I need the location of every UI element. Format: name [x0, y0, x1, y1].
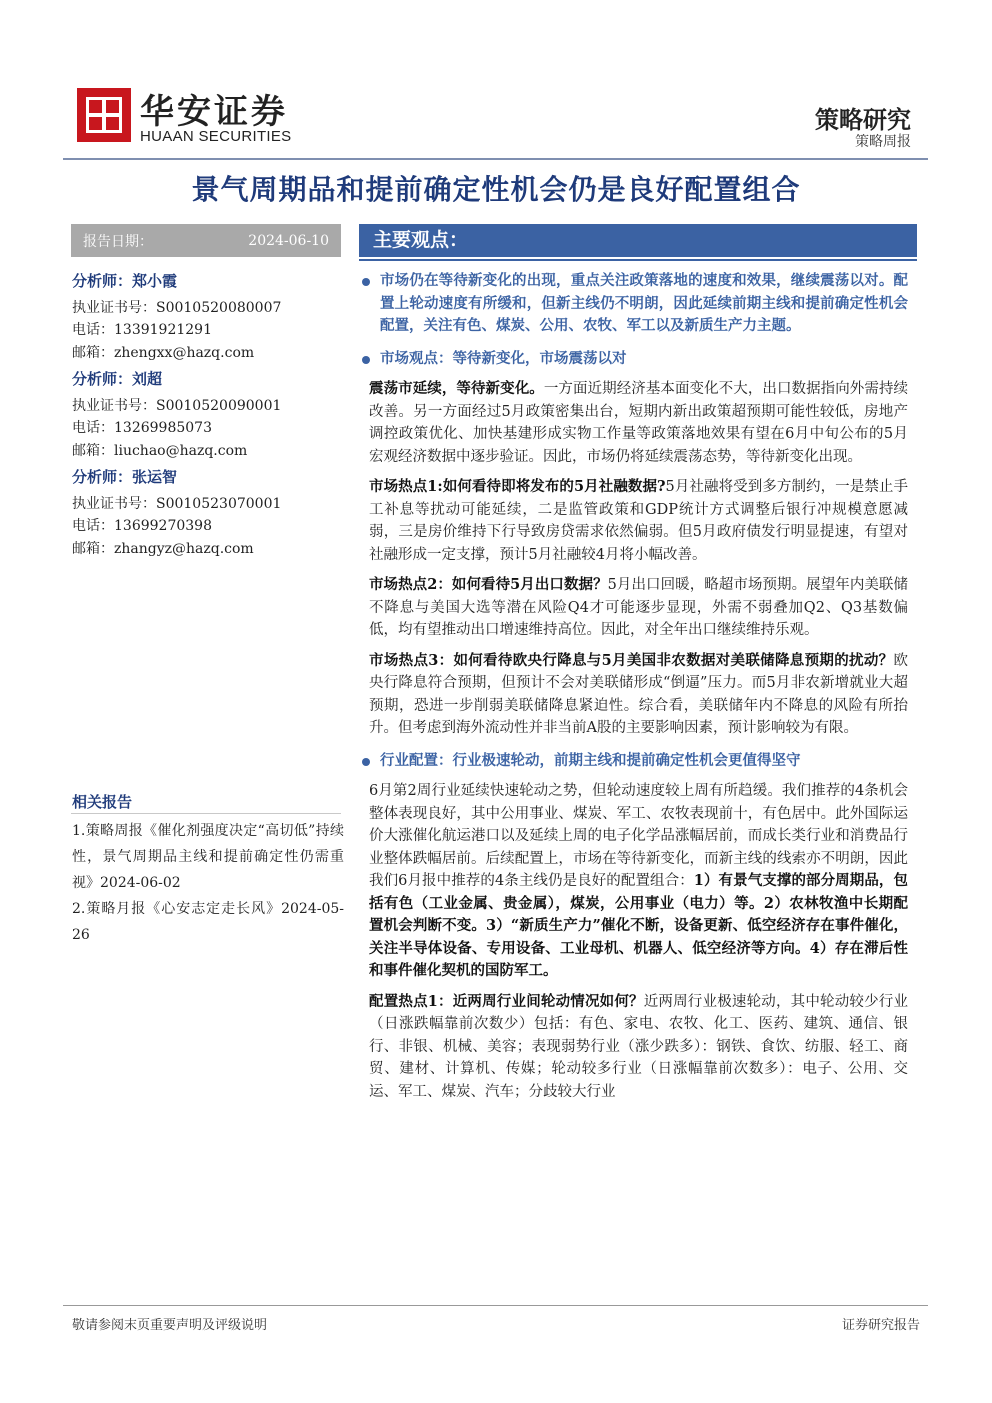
bullet-dot-icon — [362, 356, 370, 364]
analyst-phone: 电话：13699270398 — [72, 518, 212, 534]
analyst-email[interactable]: 邮箱：zhangyz@hazq.com — [72, 541, 254, 557]
section-heading-text: 市场观点：等待新变化，市场震荡以对 — [380, 349, 627, 367]
bullet-dot-icon — [362, 758, 370, 766]
analyst-email[interactable]: 邮箱：zhengxx@hazq.com — [72, 345, 255, 361]
report-date-label: 报告日期： — [83, 233, 153, 250]
paragraph-text: 5月出口回暖，略超市场预期。展望年内美联储不降息与美国大选等潜在风险Q4才可能逐步显现，外需不弱叠加Q2、Q3基数偏低，均有望推动出口增速维持高位。因此，对全年出口继续维持乐观。 — [369, 577, 908, 638]
analyst-phone: 电话：13391921291 — [72, 322, 212, 338]
footer-disclaimer: 敬请参阅末页重要声明及评级说明 — [72, 1318, 268, 1333]
paragraph-text: 一方面近期经济基本面变化不大，出口数据指向外需持续改善。另一方面经过5月政策密集出台，短期内新出政策超预期可能性较低，房地产调控政策优化、加快基建形成实物工作量等政策落地效果有望在6月中旬公布的5月宏观经济数据中逐步验证。因此，市场仍将延续震荡态势，等待新变化出现。 — [369, 381, 909, 465]
key-points-underline — [359, 259, 917, 261]
paragraph-lead: 市场热点1:如何看待即将发布的5月社融数据? — [369, 478, 666, 495]
summary-text: 市场仍在等待新变化的出现，重点关注政策落地的速度和效果，继续震荡以对。配置上轮动速度有所缓和，但新主线仍不明朗，因此延续前期主线和提前确定性机会配置，关注有色、煤炭、公用、农牧、军工以及新质生产力主题。 — [380, 272, 908, 334]
bullet-dot-icon — [362, 278, 370, 286]
paragraph — [360, 780, 908, 983]
logo-text-cn: 华安证券 — [140, 92, 288, 132]
logo-mark — [77, 88, 131, 142]
header-title: 策略研究 — [815, 105, 911, 134]
key-points-header: 主要观点： — [359, 224, 917, 257]
analyst-name: 分析师：张运智 — [72, 468, 178, 486]
paragraph — [360, 991, 908, 1104]
analyst-cert: 执业证书号：S0010523070001 — [72, 496, 282, 512]
logo-text-en: HUAAN SECURITIES — [140, 128, 292, 145]
footer-divider — [63, 1305, 928, 1306]
paragraph-text: 近两周行业极速轮动，其中轮动较少行业（日涨跌幅靠前次数少）包括：有色、家电、农牧、化工、医药、建筑、通信、银行、非银、机械、美容；表现弱势行业（涨少跌多）：钢铁、食饮、纺服、轻工、商贸、建材、计算机、传媒；轮动较多行业（日涨幅靠前次数多）：电子、公用、交运、军工、煤炭、汽车；分歧较大行业 — [369, 993, 908, 1100]
analyst-name: 分析师：郑小霞 — [72, 272, 178, 290]
paragraph-emphasis: 1）有景气支撑的部分周期品，包括有色（工业金属、贵金属），煤炭，公用事业（电力）等。2）农林牧渔中长期配置机会判断不变。3）“新质生产力”催化不断，设备更新、低空经济存在事件催化，关注半导体设备、专用设备、工业母机、机器人、低空经济等方向。4）存在滞后性和事件催化契机的国防军工。 — [369, 872, 909, 979]
section-heading-market — [360, 348, 908, 371]
paragraph-text: 6月第2周行业延续快速轮动之势，但轮动速度较上周有所趋缓。我们推荐的4条机会整体表现良好，其中公用事业、煤炭、军工、农牧表现前十，有色居中。此外国际运价大涨催化航运港口以及延续上周的电子化学品涨幅居前，而成长类行业和消费品行业整体跌幅居前。后续配置上，市场在等待新变化，而新主线的线索亦不明朗，因此我们6月报中推荐的4条主线仍是良好的配置组合： — [369, 783, 908, 889]
analyst-phone: 电话：13269985073 — [72, 420, 212, 436]
related-report-item[interactable]: 1.策略周报《催化剂强度决定“高切低”持续性，景气周期品主线和提前确定性仍需重视》2024-06-02 — [72, 823, 344, 891]
related-reports-divider — [71, 813, 341, 814]
paragraph-lead: 震荡市延续，等待新变化。 — [369, 380, 544, 397]
paragraph-lead: 配置热点1：近两周行业间轮动情况如何？ — [369, 992, 644, 1010]
paragraph — [360, 574, 908, 642]
paragraph-text: 5月社融将受到多方制约，一是禁止手工补息等扰动可能延续，二是监管政策和GDP统计方式调整后银行冲规模意愿减弱，三是房价维持下行导致房贷需求依然偏弱。但5月政府债发行明显提速，有望对社融形成一定支撑，预计5月社融较4月将小幅改善。 — [369, 479, 908, 563]
analyst-email[interactable]: 邮箱：liuchao@hazq.com — [72, 443, 248, 459]
related-reports-title: 相关报告 — [72, 793, 133, 811]
section-heading-industry — [360, 750, 908, 773]
footer-doc-type: 证券研究报告 — [841, 1318, 920, 1333]
report-date-value: 2024-06-10 — [248, 232, 329, 249]
main-content — [360, 270, 908, 1103]
paragraph — [360, 378, 908, 468]
report-title: 景气周期品和提前确定性机会仍是良好配置组合 — [191, 173, 801, 206]
summary-bullet — [360, 270, 908, 338]
section-heading-text: 行业配置：行业极速轮动，前期主线和提前确定性机会更值得坚守 — [380, 751, 801, 769]
analyst-cert: 执业证书号：S0010520090001 — [72, 398, 282, 414]
analyst-cert: 执业证书号：S0010520080007 — [72, 300, 282, 316]
paragraph — [360, 650, 908, 740]
related-report-item[interactable]: 2.策略月报《心安志定走长风》2024-05-26 — [72, 901, 344, 943]
paragraph-text: 欧央行降息符合预期，但预计不会对美联储形成“倒逼”压力。而5月非农新增就业大超预期，恐进一步削弱美联储降息紧迫性。综合看，美联储年内不降息的风险有所抬升。但考虑到海外流动性并非当前A股的主要影响因素，预计影响较为有限。 — [369, 652, 908, 736]
paragraph-lead: 市场热点3：如何看待欧央行降息与5月美国非农数据对美联储降息预期的扰动？ — [369, 651, 894, 669]
paragraph-lead: 市场热点2：如何看待5月出口数据？ — [369, 576, 608, 593]
report-date-bar — [71, 224, 341, 257]
header-divider — [63, 158, 928, 160]
related-reports-list — [72, 818, 344, 948]
paragraph — [360, 476, 908, 566]
header-subtitle: 策略周报 — [855, 134, 911, 150]
analyst-name: 分析师：刘超 — [72, 370, 163, 388]
